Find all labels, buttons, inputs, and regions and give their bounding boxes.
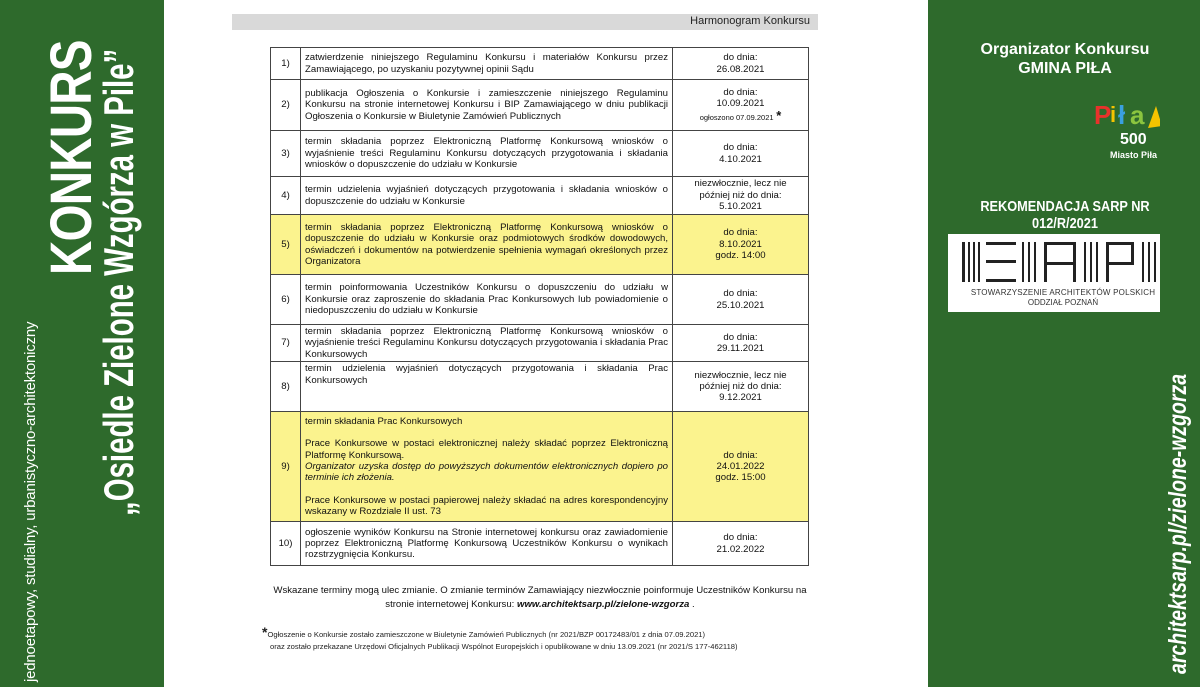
table-row (271, 48, 809, 80)
row-description: termin udzielenia wyjaśnień dotyczących przygotowania i składania wniosków o dopuszczenie do udziału w Konkursie (301, 177, 673, 215)
row-description: termin udzielenia wyjaśnień dotyczących przygotowania i składania Prac Konkursowych (301, 362, 673, 412)
row-date: do dnia: 24.01.2022 godz. 15:00 (673, 412, 809, 522)
table-row (271, 80, 809, 131)
svg-text:SARP: SARP (1061, 272, 1065, 273)
organizer-block (940, 40, 1190, 78)
row-description: termin składania Prac Konkursowych Prace Konkursowe w postaci elektronicznej należy składać poprzez Elektroniczną Platformę Konkursową. Organizator uzyska dostęp do powyższych dokumentów elektronicznych dopiero po terminie ich złożenia. Prace Konkursowe w postaci papierowej należy składać na adres korespondencyjny wskazany w Rozdziale II ust. 73 (301, 412, 673, 522)
row-description: termin składania poprzez Elektroniczną Platformę Konkursową wniosków o dopuszczenie do udziału w Konkursie oraz podmiotowych środków dowodowych, oświadczeń i dokumentów na potwierdzenie spełnienia wymagań określonych przez Organizatora (301, 215, 673, 275)
schedule-table (270, 47, 809, 566)
sarp-logo-box (948, 234, 1178, 312)
organizer-label: Organizator Konkursu (980, 41, 1150, 58)
row-number: 9) (271, 412, 301, 522)
organizer-name: GMINA PIŁA (1018, 60, 1112, 77)
svg-text:ł: ł (1118, 100, 1126, 130)
sarp-logo-icon (956, 240, 1170, 284)
row-number: 3) (271, 131, 301, 177)
svg-text:P: P (1094, 100, 1112, 130)
svg-text:Miasto Piła: Miasto Piła (1110, 150, 1158, 160)
row-date: do dnia: 26.08.2021 (673, 48, 809, 80)
competition-link[interactable]: www.architektsarp.pl/zielone-wzgorza (517, 599, 690, 610)
sarp-branch: ODDZIAŁ POZNAŃ (1027, 298, 1099, 307)
competition-title: KONKURS (39, 40, 104, 276)
section-header (232, 14, 818, 30)
row-description: zatwierdzenie niniejszego Regulaminu Konkursu i materiałów Konkursu przez Zamawiającego, po uzyskaniu pozytywnej opinii Sądu (301, 48, 673, 80)
row-number: 4) (271, 177, 301, 215)
row-description: termin poinformowania Uczestników Konkursu o dopuszczeniu do udziału w Konkursie oraz zaproszenie do składania Prac Konkursowych lub powiadomienie o niedopuszczeniu do udziału w Konkursie (301, 275, 673, 325)
sarp-recommendation: REKOMENDACJA SARP NR 012/R/2021 (980, 198, 1150, 232)
sarp-name: STOWARZYSZENIE ARCHITEKTÓW POLSKICH (970, 288, 1156, 297)
table-row (271, 215, 809, 275)
table-row (271, 412, 809, 522)
svg-text:i: i (1110, 102, 1117, 127)
footnote: *Ogłoszenie o Konkursie zostało zamieszczone w Biuletynie Zamówień Publicznych (nr 2021/BZP 00172483/01 z dnia 07.09.2021) oraz zostało przekazane Urzędowi Oficjalnych Publikacji Wspólnot Europejskich i opublikowane w dniu 13.09.2021 (nr 2021/S 177-462118) (262, 624, 738, 651)
competition-subtitle: jednoetapowy, studialny, urbanistyczno-architektoniczny (22, 321, 39, 682)
row-date: do dnia: 10.09.2021 ogłoszono 07.09.2021 * (673, 80, 809, 131)
svg-text:a: a (1130, 100, 1145, 130)
row-date: do dnia: 8.10.2021 godz. 14:00 (673, 215, 809, 275)
section-title: Harmonogram Konkursu (690, 15, 810, 27)
row-date: do dnia: 4.10.2021 (673, 131, 809, 177)
footnote-asterisk: * (262, 624, 268, 640)
table-row (271, 522, 809, 566)
row-date: do dnia: 29.11.2021 (673, 325, 809, 362)
competition-name: „Osiedle Zielone Wzgórza w Pile” (95, 48, 142, 516)
table-row (271, 325, 809, 362)
asterisk-mark: * (776, 107, 782, 123)
row-date: do dnia: 25.10.2021 (673, 275, 809, 325)
row-number: 2) (271, 80, 301, 131)
row-number: 1) (271, 48, 301, 80)
competition-url[interactable]: architektsarp.pl/zielone-wzgorza (1164, 373, 1192, 674)
schedule-note: Wskazane terminy mogą ulec zmianie. O zmianie terminów Zamawiający niezwłocznie poinformuje Uczestników Konkursu na stronie internetowej Konkursu: www.architektsarp.pl/zielone-wzgorza . (273, 585, 807, 610)
row-number: 6) (271, 275, 301, 325)
row-date: do dnia: 21.02.2022 (673, 522, 809, 566)
row-description: publikacja Ogłoszenia o Konkursie i zamieszczenie niniejszego Regulaminu Konkursu na stronie internetowej Konkursu i BIP Zamawiającego w dniu publikacji Ogłoszenia o Konkursie w Biuletynie Zamówień Publicznych (301, 80, 673, 131)
row-description: termin składania poprzez Elektroniczną Platformę Konkursową wniosków o wyjaśnienie treści Regulaminu Konkursu dotyczących przygotowania i składania wniosków o dopuszczenie do udziału w Konkursie (301, 131, 673, 177)
table-row (271, 362, 809, 412)
row-number: 5) (271, 215, 301, 275)
svg-text:500: 500 (1120, 131, 1147, 148)
table-row (271, 177, 809, 215)
row-number: 8) (271, 362, 301, 412)
left-sidebar (0, 0, 164, 687)
row-date: niezwłocznie, lecz nie później niż do dnia: 9.12.2021 (673, 362, 809, 412)
table-row (271, 131, 809, 177)
row-date: niezwłocznie, lecz nie później niż do dnia: 5.10.2021 (673, 177, 809, 215)
table-row (271, 275, 809, 325)
row-description: termin składania poprzez Elektroniczną Platformę Konkursową wniosków o wyjaśnienie treści Regulaminu Konkursu dotyczących przygotowania i składania Prac Konkursowych (301, 325, 673, 362)
row-description: ogłoszenie wyników Konkursu na Stronie internetowej konkursu oraz zawiadomienie poprzez Elektroniczną Platformę Konkursową Uczestników Konkursu o wynikach rozstrzygnięcia Konkursu. (301, 522, 673, 566)
row-number: 7) (271, 325, 301, 362)
row-number: 10) (271, 522, 301, 566)
